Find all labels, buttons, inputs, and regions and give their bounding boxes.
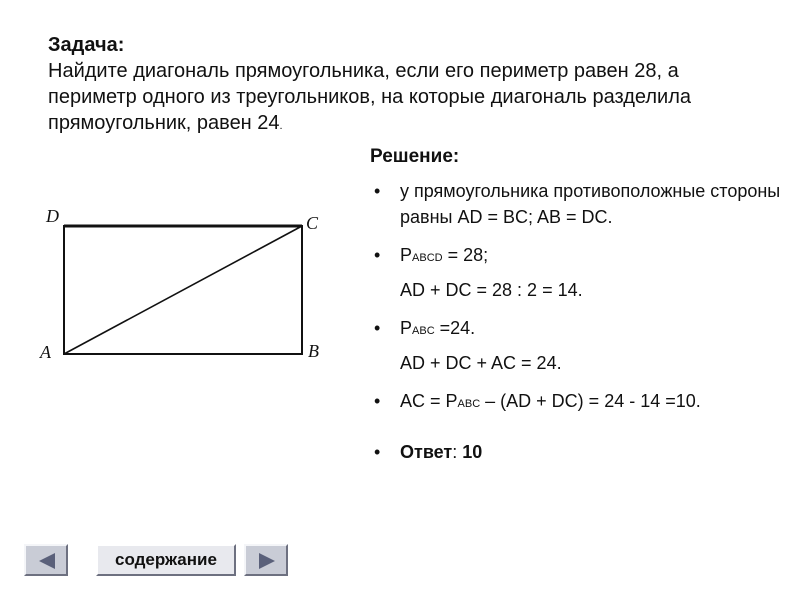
contents-button[interactable]: содержание (96, 544, 236, 576)
solution-item-3-continuation: AD + DC + AC = 24. (400, 353, 562, 373)
vertex-label-a: A (40, 342, 51, 362)
solution-item-1 (370, 178, 790, 230)
solution-item-3 (370, 315, 790, 344)
solution-title: Решение: (370, 146, 460, 167)
vertex-label-c: C (306, 213, 319, 233)
bullet: • (374, 245, 381, 265)
vertex-label-d: D (46, 206, 59, 226)
item-3-sub: ABC (412, 325, 435, 337)
diagonal-ac (64, 226, 302, 354)
item-4-sub: ABC (457, 398, 481, 410)
task-text-end: . (279, 120, 283, 132)
answer-value: 10 (462, 442, 483, 462)
solution-item-4 (370, 388, 790, 417)
item-4-start: AC = P (400, 391, 458, 411)
rectangle-figure (36, 200, 336, 370)
answer-sep: : (452, 442, 463, 462)
item-3-rest: =24. (434, 318, 476, 338)
solution-block (370, 144, 790, 477)
previous-slide-button[interactable] (24, 544, 68, 576)
answer-line (370, 439, 790, 465)
navigation-bar (24, 544, 274, 578)
next-slide-button[interactable] (244, 544, 288, 576)
solution-item-2 (370, 242, 790, 271)
solution-item-2-continuation: AD + DC = 28 : 2 = 14. (400, 280, 583, 300)
task-block (48, 32, 768, 139)
bullet: • (374, 318, 381, 338)
arrow-right-icon (259, 553, 275, 569)
bullet: • (374, 181, 381, 201)
item-4-rest: – (AD + DC) = 24 - 14 =10. (480, 391, 701, 411)
task-text: Найдите диагональ прямоугольника, если его периметр равен 28, а периметр одного из треугольников, на которые диагональ разделила прямоугольник, равен 24 (48, 60, 692, 134)
item-2-sub: ABCD (412, 252, 443, 264)
rectangle-diagram (36, 200, 336, 370)
vertex-label-b: B (308, 341, 319, 361)
arrow-left-icon (39, 553, 55, 569)
item-2-rest: = 28; (442, 245, 489, 265)
answer-label: Ответ (400, 442, 453, 462)
task-title: Задача: (48, 34, 125, 56)
item-3-p: P (400, 318, 413, 338)
item-2-p: P (400, 245, 413, 265)
item-1-text: у прямоугольника противоположные стороны равны AD = BC; AB = DC. (400, 181, 781, 227)
bullet: • (374, 391, 381, 411)
bullet: • (374, 442, 381, 462)
